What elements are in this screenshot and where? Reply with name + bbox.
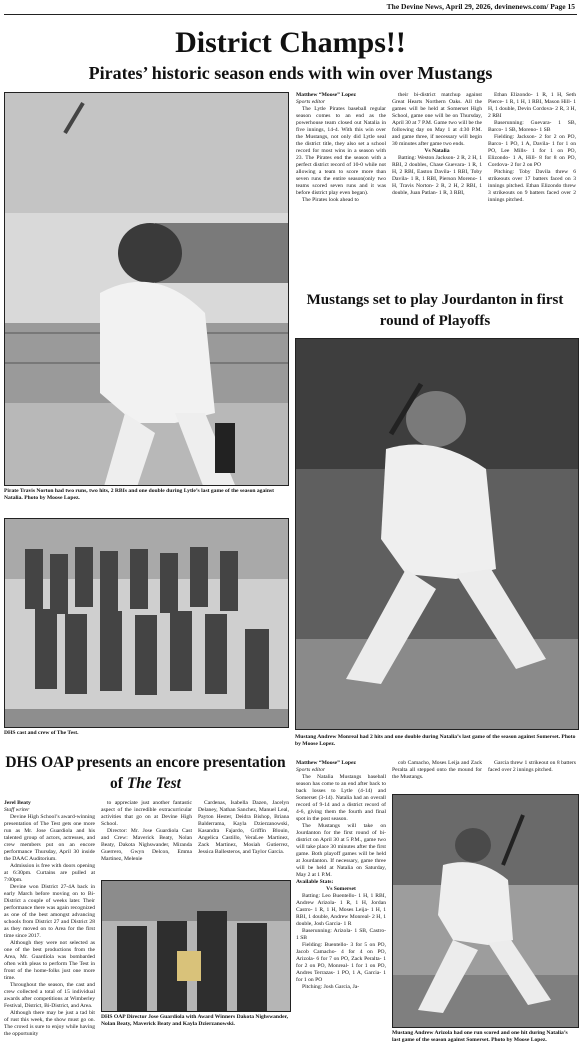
article-paragraph: cob Camacho, Moses Leija and Zack Peralta all stepped onto the mound for the Mustangs. — [392, 760, 482, 780]
article-paragraph: Vs Natalia — [424, 148, 450, 154]
monreal-photo-art — [296, 339, 578, 729]
article-paragraph: The Mustangs will take on Jourdanton for the first round of bi-district on April 30 at 5 P.M., game two will take place 30 minutes after the first game. Both playoff games will be held at Jourdanton. If necessary, game three will be held at Natalia on Saturday, May 2 at 1 P.M. — [296, 823, 386, 878]
mustangs-article-col2 — [392, 760, 482, 781]
article-paragraph: Throughout the season, the cast and crew collected a total of 15 individual awards after competitions at Wimberley Festival, District, Bi-District, and Area. — [4, 982, 95, 1009]
article-paragraph: Available Stats: — [296, 879, 334, 885]
pirates-article-col2 — [392, 92, 482, 197]
photo-mustang-monreal — [295, 338, 579, 730]
article-paragraph: Batting: Weston Jackson- 2 R, 2 H, 1 RBI, 2 doubles, Chase Guevara- 1 R, 1 H, 2 RBI, Easton Davila- 1 RBI, Toby Davila- 1 R, 1 RBI, Pierson Moreno- 1 H, Travis Norton- 2 R, 2 H, 2 RBI, 1 double, Juan Patlan- 1 R, 3 RBI, — [392, 155, 482, 196]
article-paragraph: Devine High School’s award-winning presentation of The Test gets one more run as Mr. Jose Guardiola and his talented group of actors, actresses, and crew members put on an encore performance Thursday, April 30 inside the DAAC Auditorium. — [4, 814, 95, 862]
article-paragraph: Cardenas, Isabella Dazen, Jacelyn Delaney, Nathan Sanchez, Manuel Leal, Payton Hester, Deidra Bishop, Briana Balderrama, Kayla Dzierzanowski, Kasandra Fajardo, Griffin Blouin, Angelica Castillo, VeraLee Martinez, Zack Martinez, Mosiah Gutierrez, Jessica Ballesteros, and Taylor Garcia. — [198, 800, 289, 855]
article-paragraph: Devine won District 27-4A back in early March before moving on to Bi-District a couple of weeks later. Their performance there was again recognized as one of the best amongst advancing schools from District 27 and District 28 as they moved on to Area for the first time since 2017. — [4, 884, 95, 939]
article-paragraph: Matthew “Moose” Lopez — [296, 760, 356, 766]
article-paragraph: Fielding: Jackson- 2 for 2 on PO, Barco- 1 PO, 1 A, Davila- 1 for 1 on PO, Lee Mills- 1 for 1 on PO, Elizondo- 1 A, Hill- 8 for 8 on PO, Cordova- 2 for 2 on PO — [488, 134, 576, 168]
article-paragraph: Although there may be just a tad bit of rust this week, the show must go on. The crowd is sure to enjoy while having the opportunity — [4, 1010, 95, 1037]
subheadline: Pirates’ historic season ends with win over Mustangs — [88, 63, 493, 83]
article-paragraph: Pitching: Josh Garcia, Ja- — [302, 984, 360, 990]
article-paragraph: Baserunning: Arizola- 1 SB, Castro- 1 SB — [296, 928, 386, 941]
mustangs-headline: Mustangs set to play Jourdanton in first round of Playoffs — [306, 292, 564, 329]
oap-article-col2 — [101, 800, 192, 863]
headline: District Champs!! — [175, 26, 406, 59]
article-paragraph: Sports editor — [296, 99, 326, 105]
article-paragraph: Garcia threw 1 strikeout on 8 batters faced over 2 innings pitched. — [488, 760, 576, 773]
photo1-caption: Pirate Travis Norton had two runs, two hits, 2 RBIs and one double during Lytle’s last game of the season against Natalia. Photo by Moose Lopez. — [4, 488, 274, 501]
oap-article-col3 — [198, 800, 289, 856]
mustangs-article-col1 — [296, 760, 386, 991]
oap-headline-main: DHS OAP presents an encore presentation of — [5, 754, 286, 792]
pirates-article-col3 — [488, 92, 576, 204]
article-paragraph: Pitching: Toby Davila threw 6 strikeouts over 17 batters faced on 3 innings pitched. Ethan Elizondo threw 3 strikeouts on 9 batters faced over 2 innings pitched. — [488, 169, 576, 203]
article-paragraph: Staff writer — [4, 807, 30, 813]
article-paragraph: Matthew “Moose” Lopez — [296, 92, 356, 98]
photo5-caption: Mustang Andrew Arizola had one run scored and one hit during Natalia’s last game of the season against Somerset. Photo by Moose Lopez. — [392, 1030, 568, 1043]
article-paragraph: The Natalia Mustangs baseball season has come to an end after back to back losses to Lytle (4-14) and Somerset (3-14). Natalia had an overall record of 9-14 and a district record of 4-6, giving them the fourth and final spot in the post season. — [296, 774, 386, 822]
oap-photo-art — [102, 881, 290, 1011]
masthead: The Devine News, April 29, 2026, devinenews.com/ Page 15 — [386, 2, 575, 11]
mustangs-article-col3 — [488, 760, 576, 774]
article-paragraph: Batting: Leo Buentello- 1 H, 1 RBI, Andrew Arizola- 1 R, 1 H, Jordan Castro- 1 R, 1 H, Moses Leija- 1 H, 1 RBI, 1 double, Andrew Monreal- 2 H, 1 double, Josh Garcia- 1 R — [296, 893, 386, 927]
article-paragraph: Admission is free with doors opening at 6:30pm. Curtains are pulled at 7:00pm. — [4, 863, 95, 883]
article-paragraph: Sports editor — [296, 767, 326, 773]
article-paragraph: Jerel Beaty — [4, 800, 31, 806]
photo-pirate-batter — [4, 92, 289, 486]
article-paragraph: Fielding: Buentello- 3 for 5 on PO, Jacob Camacho- 4 for 4 on PO, Arizola- 6 for 7 on PO, Zack Peralta- 1 for 2 on PO, Monreal- 1 for 1 on PO, Andres Terrazas- 1 PO, 1 A, Garcia- 1 for 1 on PO — [296, 942, 386, 983]
pirates-article-col1 — [296, 92, 386, 204]
article-paragraph: The Lytle Pirates baseball regular season comes to an end as the powerhouse team closed out Natalia in five innings, 14-4. With this win over the Mustangs, not only did Lytle seal the district title, they also set a school record for most wins in a season with 23. The Pirates end the season with a perfect district record of 10-0 while not allowing a team to score more than seven runs the entire season(only two teams scored seven runs and it was before district play even began). — [296, 106, 386, 196]
oap-article-col1 — [4, 800, 95, 1038]
article-paragraph: their bi-district matchup against Great Hearts Northern Oaks. All the games will be held at Somerset High School, game one will be on Thursday, April 30 at 7 P.M. Game two will be the following day on May 1 at 4:30 P.M. and game three, if necessary will begin 30 minutes after game two ends. — [392, 92, 482, 147]
article-paragraph: Director: Mr. Jose Guardiola Cast and Crew: Maverick Beaty, Nolan Beaty, Dakota Nighswander, Miranda Guerrero, Gwyn Delcon, Emma Martinez, Melenie — [101, 828, 192, 862]
article-paragraph: The Pirates look ahead to — [302, 197, 359, 203]
photo-mustang-arizola — [392, 794, 579, 1028]
photo-oap-award-winners — [101, 880, 291, 1012]
arizola-photo-art — [393, 795, 578, 1027]
photo-cast-crew — [4, 518, 289, 728]
photo2-caption: DHS cast and crew of The Test. — [4, 730, 79, 736]
article-paragraph: to appreciate just another fantastic aspect of the incredible extracurricular activities that go on at Devine High School. — [101, 800, 192, 827]
article-paragraph: Vs Somerset — [326, 886, 356, 892]
batter-photo-art — [5, 93, 288, 485]
photo4-caption: DHS OAP Director Jose Guardiola with Award Winners Dakota Nighswander, Nolan Beaty, Maverick Beaty and Kayla Dzierzanowski. — [101, 1014, 288, 1027]
article-paragraph: Although they were not selected as one of the best productions from the Area, Mr. Guardiola was bombarded often with pleas to perform The Test in front of the home-folks just one more time. — [4, 940, 95, 981]
cast-photo-art — [5, 519, 288, 727]
masthead-rule — [4, 14, 577, 15]
oap-headline-italic: The Test — [126, 775, 181, 792]
oap-headline — [4, 752, 287, 794]
article-paragraph: Baserunning: Guevara- 1 SB, Barco- 1 SB, Moreno- 1 SB — [488, 120, 576, 133]
photo3-caption: Mustang Andrew Monreal had 2 hits and one double during Natalia’s last game of the season against Somerset. Photo by Moose Lopez. — [295, 734, 576, 747]
article-paragraph: Ethan Elizondo- 1 R, 1 H, Seth Pierce- 1 R, 1 H, 1 RBI, Mason Hill- 1 H, 1 double, Devin Cordova- 2 R, 3 H, 2 RBI — [488, 92, 576, 119]
